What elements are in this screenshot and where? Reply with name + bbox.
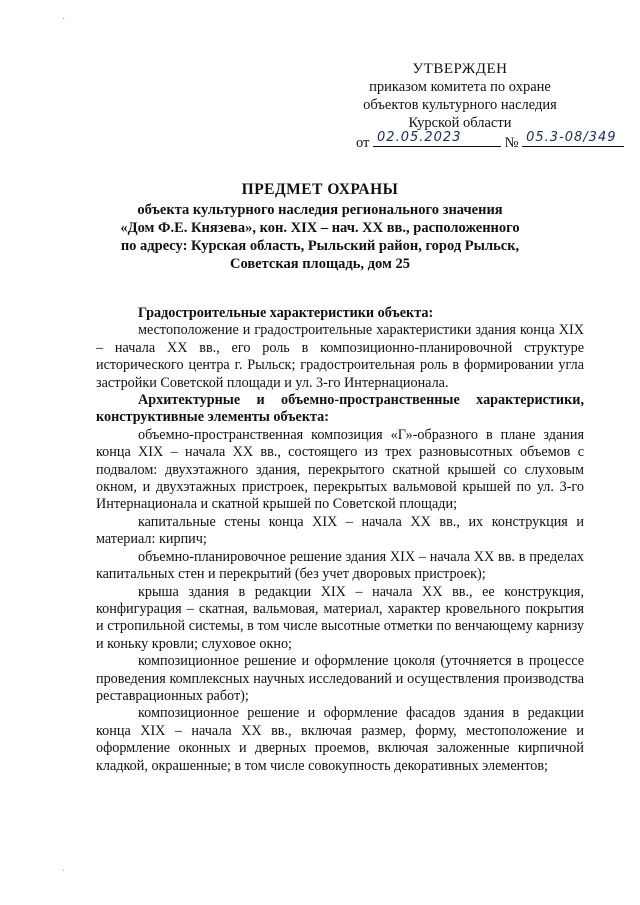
- approval-block: [340, 60, 580, 132]
- approval-title: УТВЕРЖДЕН: [412, 61, 508, 77]
- document-title: ПРЕДМЕТ ОХРАНЫ: [241, 181, 399, 198]
- scan-mark: ·: [62, 14, 66, 25]
- number-handwritten: 05.3-08/349: [526, 130, 617, 145]
- number-prefix: №: [504, 135, 519, 151]
- document-body: [96, 305, 584, 775]
- section-title: Архитектурные и объемно-пространственные характеристики, конструктивные элементы объекта:: [96, 392, 584, 426]
- heading-line: по адресу: Курская область, Рыльский район, город Рыльск,: [120, 238, 520, 254]
- date-prefix: от: [356, 135, 370, 151]
- paragraph: композиционное решение и оформление цоколя (уточняется в процессе проведения комплексных научных исследований и осуществления производства реставрационных работ);: [96, 653, 584, 704]
- paragraph: объемно-планировочное решение здания XIX – начала XX вв. в пределах капитальных стен и перекрытий (без учет дворовых пристроек);: [96, 548, 584, 583]
- heading-line: Советская площадь, дом 25: [229, 256, 410, 272]
- document-heading: [100, 181, 540, 273]
- approval-line: объектов культурного наследия: [363, 97, 557, 113]
- heading-line: объекта культурного наследия регионального значения: [137, 202, 503, 218]
- paragraph: капитальные стены конца XIX – начала XX вв., их конструкция и материал: кирпич;: [96, 513, 584, 548]
- date-handwritten: 02.05.2023: [377, 130, 462, 145]
- paragraph: композиционное решение и оформление фасадов здания в редакции конца XIX – начала XX вв., включая размер, форму, местоположение и оформление оконных и дверных проемов, включая заложенные кирпичной кладкой, окрашенные; в том числе совокупность декоративных элементов;: [96, 705, 584, 774]
- heading-line: «Дом Ф.Е. Князева», кон. XIX – нач. XX вв., расположенного: [120, 220, 520, 236]
- number-field: [522, 132, 624, 147]
- section-title: Градостроительные характеристики объекта:: [138, 305, 434, 321]
- paragraph: местоположение и градостроительные характеристики здания конца XIX – начала XX вв., его роль в композиционно-планировочной структуре исторического центра г. Рыльск; градостроительная роль в формировании угла застройки Советской площади и ул. 3-го Интернационала.: [96, 322, 584, 391]
- paragraph: крыша здания в редакции XIX – начала XX вв., ее конструкция, конфигурация – скатная, вальмовая, материал, характер кровельного покрытия и стропильной системы, в том числе высотные отметки по венчающему карнизу и коньку кровли; слуховое окно;: [96, 583, 584, 652]
- approval-line: Курской области: [408, 115, 512, 131]
- paragraph: объемно-пространственная композиция «Г»-образного в плане здания конца XIX – начала XX вв., состоящего из трех разновысотных объемов с подвалом: двухэтажного здания, перекрытого скатной крышей со слуховым окном, и двухэтажных пристроек, перекрытых вальмовой крышей по ул. 3-го Интернационала и скатной крышей по Советской площади;: [96, 426, 584, 513]
- approval-line: приказом комитета по охране: [369, 79, 551, 95]
- scan-mark: ·: [62, 866, 66, 877]
- date-field: [373, 132, 501, 147]
- approval-date-number: [356, 132, 624, 152]
